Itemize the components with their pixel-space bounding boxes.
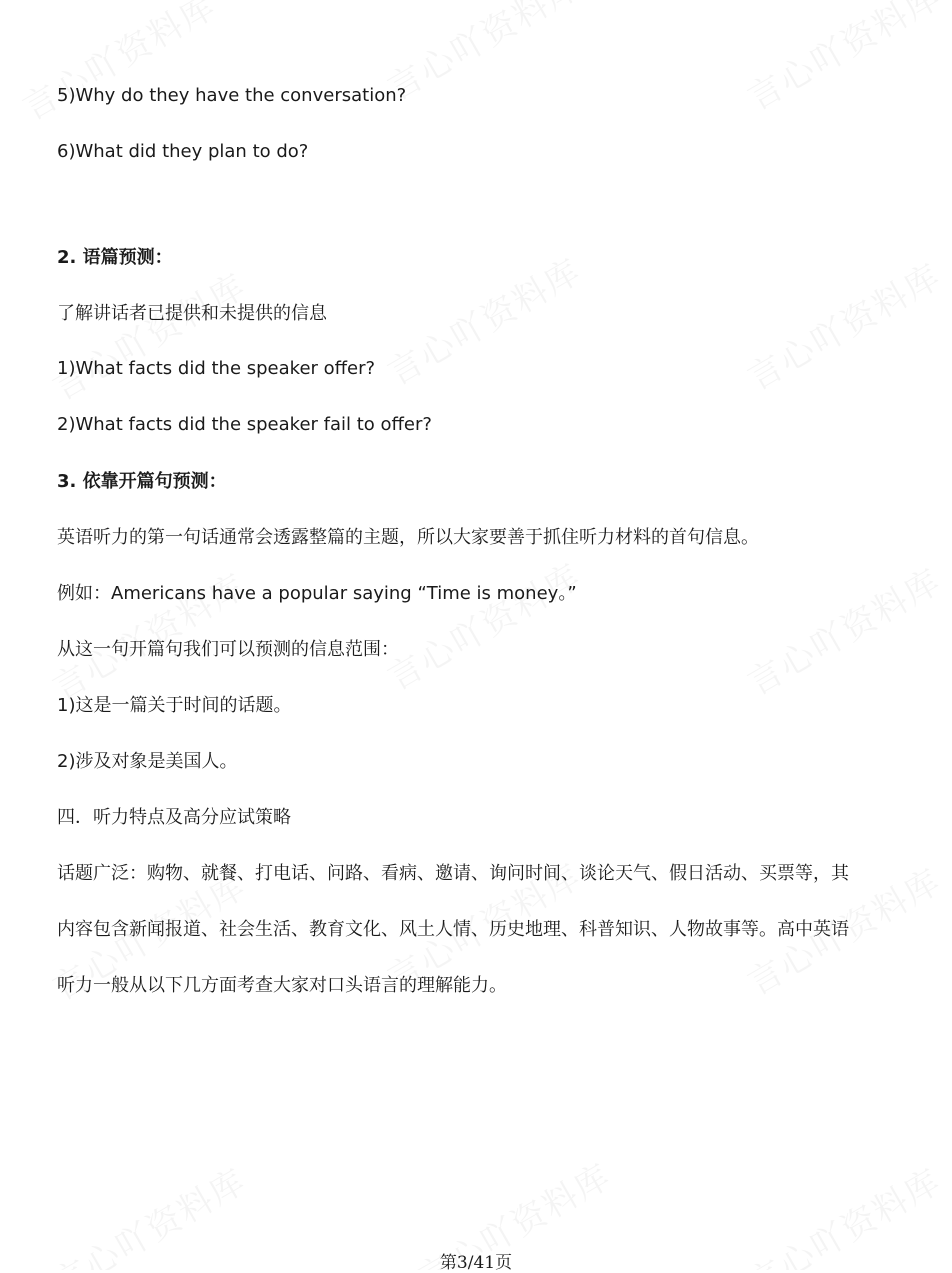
paragraph: 了解讲话者已提供和未提供的信息 (57, 303, 327, 324)
question-line: 1)What facts did the speaker offer? (57, 358, 376, 379)
watermark (377, 549, 589, 699)
question-line: 5)Why do they have the conversation? (57, 85, 407, 106)
watermark (737, 554, 949, 704)
section-heading: 3. 依靠开篇句预测： (57, 471, 227, 492)
section-heading: 四．听力特点及高分应试策略 (57, 807, 291, 828)
paragraph: 英语听力的第一句话通常会透露整篇的主题，所以大家要善于抓住听力材料的首句信息。 (57, 527, 759, 548)
watermark (377, 244, 589, 394)
paragraph-line: 话题广泛：购物、就餐、打电话、问路、看病、邀请、询问时间、谈论天气、假日活动、买票等，其 (57, 863, 849, 884)
watermark (42, 259, 254, 409)
example-line: 例如：Americans have a popular saying “Time is money。” (57, 583, 577, 604)
list-item: 1)这是一篇关于时间的话题。 (57, 695, 292, 716)
question-line: 2)What facts did the speaker fail to offer? (57, 414, 432, 435)
watermark (377, 0, 589, 110)
list-item: 2)涉及对象是美国人。 (57, 751, 238, 772)
question-line: 6)What did they plan to do? (57, 141, 309, 162)
page-number: 第3/41页 (439, 1253, 513, 1273)
section-heading: 2. 语篇预测： (57, 247, 173, 268)
paragraph-line: 内容包含新闻报道、社会生活、教育文化、风土人情、历史地理、科普知识、人物故事等。高中英语 (57, 919, 849, 940)
watermark (12, 0, 224, 130)
watermark (737, 249, 949, 399)
paragraph-line: 听力一般从以下几方面考查大家对口头语言的理解能力。 (57, 975, 507, 996)
paragraph: 从这一句开篇句我们可以预测的信息范围： (57, 639, 399, 660)
watermark (737, 0, 949, 120)
